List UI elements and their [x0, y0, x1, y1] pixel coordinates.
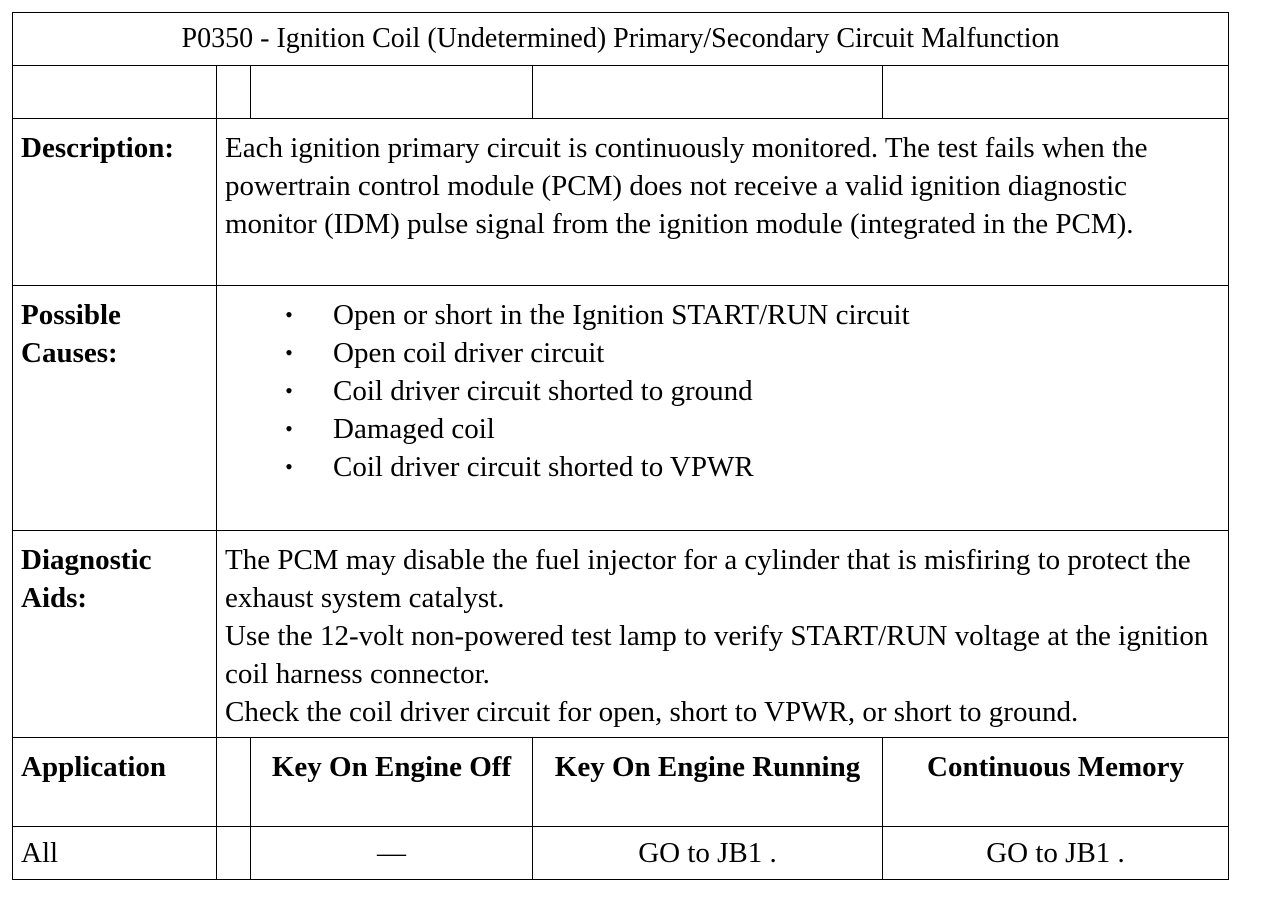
bullet-icon: • [285, 416, 293, 441]
blank-value-cell [217, 827, 251, 880]
application-row [13, 827, 1229, 880]
application-header: Application [13, 738, 217, 827]
bullet-icon: • [285, 378, 293, 403]
cause-item [281, 410, 1218, 448]
continuous-memory-value: GO to JB1 . [883, 827, 1229, 880]
continuous-memory-header: Continuous Memory [883, 738, 1229, 827]
diagnostic-aids-label: Diagnostic Aids: [13, 531, 217, 738]
cause-text: Open or short in the Ignition START/RUN circuit [333, 299, 910, 331]
blank-header-cell [217, 738, 251, 827]
possible-causes-row [13, 286, 1229, 531]
dtc-title: P0350 - Ignition Coil (Undetermined) Primary/Secondary Circuit Malfunction [13, 13, 1229, 66]
bullet-icon: • [285, 454, 293, 479]
spacer-row [13, 66, 1229, 119]
diagnostic-aids-paragraph: Check the coil driver circuit for open, short to VPWR, or short to ground. [225, 696, 1079, 728]
spacer-cell [251, 66, 533, 119]
spacer-cell [13, 66, 217, 119]
cause-text: Damaged coil [333, 413, 495, 445]
dtc-table [12, 12, 1229, 880]
possible-causes-cell [217, 286, 1229, 531]
bullet-icon: • [285, 340, 293, 365]
bullet-icon: • [285, 302, 293, 327]
cause-text: Open coil driver circuit [333, 337, 605, 369]
application-value: All [13, 827, 217, 880]
spacer-cell [883, 66, 1229, 119]
cause-text: Coil driver circuit shorted to ground [333, 375, 753, 407]
cause-item [281, 334, 1218, 372]
application-header-row [13, 738, 1229, 827]
diagnostic-aids-text [217, 531, 1229, 738]
koer-header: Key On Engine Running [533, 738, 883, 827]
description-row [13, 119, 1229, 286]
description-label: Description: [13, 119, 217, 286]
koer-value: GO to JB1 . [533, 827, 883, 880]
diagnostic-aids-paragraph: Use the 12-volt non-powered test lamp to verify START/RUN voltage at the ignition coil harness connector. [225, 620, 1209, 690]
spacer-cell [217, 66, 251, 119]
description-text: Each ignition primary circuit is continuously monitored. The test fails when the powertrain control module (PCM) does not receive a valid ignition diagnostic monitor (IDM) pulse signal from the ignition module (integrated in the PCM). [217, 119, 1229, 286]
koeo-value: — [251, 827, 533, 880]
possible-causes-list [225, 296, 1218, 486]
possible-causes-label: Possible Causes: [13, 286, 217, 531]
koeo-header: Key On Engine Off [251, 738, 533, 827]
cause-text: Coil driver circuit shorted to VPWR [333, 451, 754, 483]
cause-item [281, 372, 1218, 410]
cause-item [281, 296, 1218, 334]
diagnostic-aids-row [13, 531, 1229, 738]
cause-item [281, 448, 1218, 486]
spacer-cell [533, 66, 883, 119]
title-row [13, 13, 1229, 66]
diagnostic-aids-paragraph: The PCM may disable the fuel injector for a cylinder that is misfiring to protect the exhaust system catalyst. [225, 544, 1191, 614]
